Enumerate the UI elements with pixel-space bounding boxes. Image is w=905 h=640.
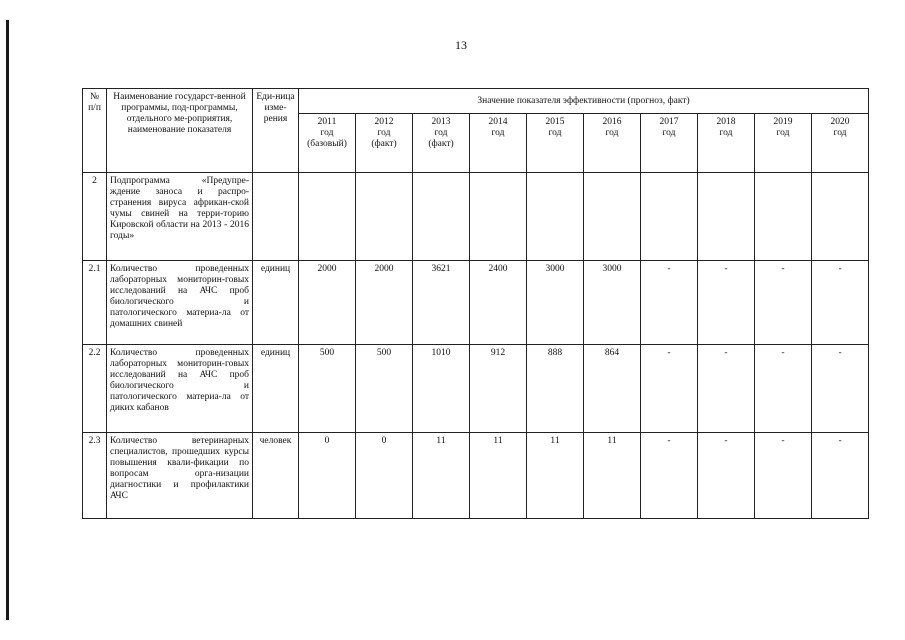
value-cell (470, 173, 527, 261)
header-year-l1: год (434, 128, 448, 138)
header-year-year: 2019 (773, 117, 793, 127)
value-cell: 11 (527, 433, 584, 519)
header-year-year: 2011 (317, 117, 337, 127)
table-row (83, 261, 869, 345)
value-cell: 0 (299, 433, 356, 519)
header-year-l1: год (719, 128, 733, 138)
header-year-year: 2012 (374, 117, 394, 127)
header-year-l1: год (548, 128, 562, 138)
value-cell (527, 173, 584, 261)
header-year-2011 (299, 114, 356, 173)
value-cell: 2000 (299, 261, 356, 345)
page-number: 13 (455, 38, 467, 52)
page-edge-bar (6, 20, 9, 620)
value-cell (641, 173, 698, 261)
value-cell: - (698, 433, 755, 519)
row-number: 2.1 (83, 261, 107, 345)
value-cell: - (641, 345, 698, 433)
header-num: № п/п (83, 89, 107, 173)
value-cell: - (698, 345, 755, 433)
header-year-year: 2015 (545, 117, 565, 127)
value-cell: 3000 (584, 261, 641, 345)
row-unit: единиц (253, 261, 299, 345)
value-cell: 888 (527, 345, 584, 433)
value-cell: - (812, 433, 869, 519)
value-cell: 2400 (470, 261, 527, 345)
table-row (83, 345, 869, 433)
header-year-year: 2016 (602, 117, 622, 127)
header-year-2015 (527, 114, 584, 173)
header-year-l1: год (776, 128, 790, 138)
row-unit: единиц (253, 345, 299, 433)
value-cell (356, 173, 413, 261)
header-year-2018 (698, 114, 755, 173)
table-body (83, 173, 869, 519)
row-name: Количество проведенных лабораторных мониторин-говых исследований на АЧС проб биологического и патологического материа-ла от домашних свиней (107, 261, 253, 345)
header-unit: Еди-ница изме-рения (253, 89, 299, 173)
header-year-l1: год (605, 128, 619, 138)
header-year-year: 2014 (488, 117, 508, 127)
row-name: Количество ветеринарных специалистов, прошедших курсы повышения квали-фикации по вопросам орга-низации диагностики и профилактики АЧС (107, 433, 253, 519)
value-cell: 11 (584, 433, 641, 519)
value-cell: - (698, 261, 755, 345)
value-cell: - (812, 261, 869, 345)
value-cell (812, 173, 869, 261)
row-number: 2.3 (83, 433, 107, 519)
header-name: Наименование государст-венной программы, под-программы, отдельного ме-роприятия, наименование показателя (107, 89, 253, 173)
value-cell: - (755, 345, 812, 433)
row-name: Количество проведенных лабораторных мониторин-говых исследований на АЧС проб биологического и патологического материа-ла от диких кабанов (107, 345, 253, 433)
value-cell: - (641, 433, 698, 519)
value-cell (698, 173, 755, 261)
header-year-l2: (факт) (428, 139, 454, 149)
value-cell (584, 173, 641, 261)
header-year-year: 2013 (431, 117, 451, 127)
value-cell: 11 (470, 433, 527, 519)
value-cell: 912 (470, 345, 527, 433)
indicators-table (82, 88, 869, 519)
header-year-l2: (базовый) (307, 139, 347, 149)
header-year-l2: (факт) (371, 139, 397, 149)
value-cell (755, 173, 812, 261)
header-year-year: 2018 (716, 117, 736, 127)
header-year-l1: год (491, 128, 505, 138)
value-cell: 3621 (413, 261, 470, 345)
header-year-year: 2020 (830, 117, 850, 127)
header-year-l1: год (320, 128, 334, 138)
header-year-l1: год (662, 128, 676, 138)
header-year-l1: год (833, 128, 847, 138)
value-cell: 500 (356, 345, 413, 433)
row-name: Подпрограмма «Предупре-ждение заноса и распро-странения вируса африкан-ской чумы свиней на терри-торию Кировской области на 2013 - 2016 годы» (107, 173, 253, 261)
row-number: 2 (83, 173, 107, 261)
header-year-year: 2017 (659, 117, 679, 127)
value-cell: 2000 (356, 261, 413, 345)
header-year-2016 (584, 114, 641, 173)
header-year-2017 (641, 114, 698, 173)
header-year-2013 (413, 114, 470, 173)
value-cell: - (641, 261, 698, 345)
value-cell: 11 (413, 433, 470, 519)
table-row (83, 173, 869, 261)
value-cell: - (755, 261, 812, 345)
value-cell: - (755, 433, 812, 519)
value-cell: 1010 (413, 345, 470, 433)
header-year-2019 (755, 114, 812, 173)
table-row (83, 433, 869, 519)
value-cell: 3000 (527, 261, 584, 345)
value-cell (299, 173, 356, 261)
row-unit (253, 173, 299, 261)
header-year-2012 (356, 114, 413, 173)
value-cell (413, 173, 470, 261)
row-number: 2.2 (83, 345, 107, 433)
header-year-l1: год (377, 128, 391, 138)
value-cell: 500 (299, 345, 356, 433)
header-year-2020 (812, 114, 869, 173)
row-unit: человек (253, 433, 299, 519)
value-cell: 0 (356, 433, 413, 519)
value-cell: - (812, 345, 869, 433)
value-cell: 864 (584, 345, 641, 433)
header-value-group: Значение показателя эффективности (прогноз, факт) (299, 89, 869, 114)
header-year-2014 (470, 114, 527, 173)
